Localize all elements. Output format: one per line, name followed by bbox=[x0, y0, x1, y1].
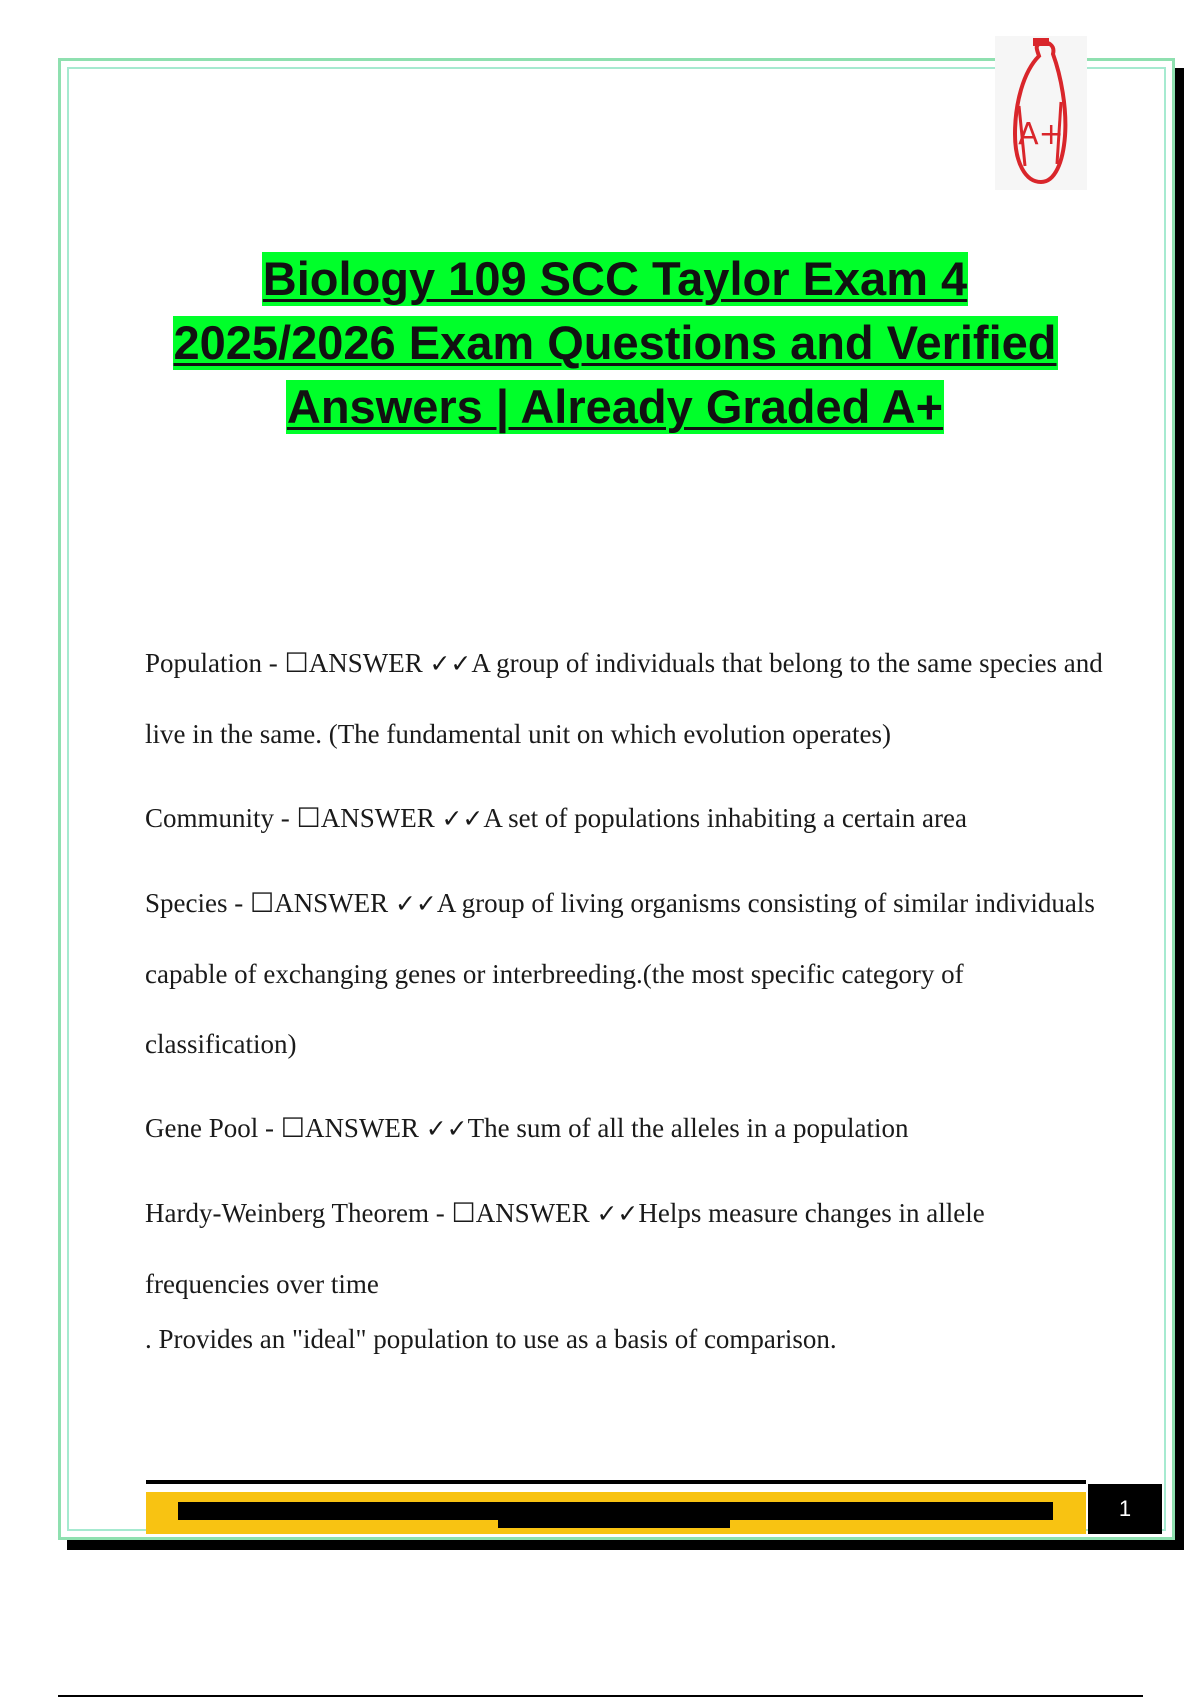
document-title bbox=[100, 252, 1130, 444]
qa-answer-marker: ☐ANSWER bbox=[249, 888, 395, 918]
qa-term: Species bbox=[145, 888, 228, 918]
qa-answer: Helps measure changes in allele frequencies over time bbox=[145, 1198, 985, 1299]
qa-answer-marker: ☐ANSWER bbox=[284, 648, 430, 678]
qa-separator: - bbox=[262, 648, 285, 678]
qa-term: Hardy-Weinberg Theorem bbox=[145, 1198, 429, 1228]
qa-separator: - bbox=[227, 888, 250, 918]
qa-answer: The sum of all the alleles in a population bbox=[467, 1113, 909, 1143]
grade-stamp-text: A+ bbox=[1018, 117, 1064, 152]
page-number: 1 bbox=[1088, 1484, 1162, 1534]
footer-bar-tab bbox=[498, 1520, 730, 1528]
qa-item-hardy-weinberg-note: . Provides an "ideal" population to use as a basis of comparison. bbox=[145, 1324, 837, 1354]
grade-stamp-icon bbox=[995, 36, 1087, 190]
title-line-3: Answers | Already Graded A+ bbox=[286, 380, 944, 433]
qa-item-community bbox=[145, 783, 1105, 854]
footer-bar bbox=[146, 1492, 1086, 1534]
qa-list bbox=[145, 628, 1105, 1359]
qa-item-hardy-weinberg bbox=[145, 1178, 1105, 1319]
qa-separator: - bbox=[274, 803, 297, 833]
qa-term: Community bbox=[145, 803, 275, 833]
qa-answer-marker: ☐ANSWER bbox=[296, 803, 442, 833]
footer-bar-inner bbox=[178, 1502, 1053, 1520]
double-check-icon: ✓✓ bbox=[425, 1114, 468, 1143]
grade-stamp bbox=[995, 36, 1087, 190]
qa-answer: A group of living organisms consisting of similar individuals capable of exchanging genes or interbreeding.(the most specific category of classification) bbox=[145, 888, 1095, 1059]
qa-term: Gene Pool bbox=[145, 1113, 259, 1143]
title-line-2: 2025/2026 Exam Questions and Verified bbox=[173, 316, 1057, 369]
double-check-icon: ✓✓ bbox=[394, 889, 437, 918]
qa-item-population bbox=[145, 628, 1105, 769]
qa-answer: A set of populations inhabiting a certain area bbox=[483, 803, 967, 833]
qa-answer-marker: ☐ANSWER bbox=[280, 1113, 426, 1143]
qa-separator: - bbox=[428, 1198, 452, 1228]
qa-item-species bbox=[145, 868, 1105, 1079]
footer-top-rule bbox=[146, 1480, 1086, 1484]
bottom-rule bbox=[58, 1695, 1143, 1697]
double-check-icon: ✓✓ bbox=[429, 649, 472, 678]
double-check-icon: ✓✓ bbox=[441, 804, 484, 833]
qa-answer-marker: ☐ANSWER bbox=[451, 1198, 597, 1228]
title-line-1: Biology 109 SCC Taylor Exam 4 bbox=[262, 252, 968, 305]
qa-term: Population bbox=[145, 648, 263, 678]
qa-item-gene-pool bbox=[145, 1093, 1105, 1164]
double-check-icon: ✓✓ bbox=[596, 1199, 639, 1228]
qa-separator: - bbox=[258, 1113, 281, 1143]
qa-answer: A group of individuals that belong to the same species and live in the same. (The fundamental unit on which evolution operates) bbox=[145, 648, 1103, 749]
